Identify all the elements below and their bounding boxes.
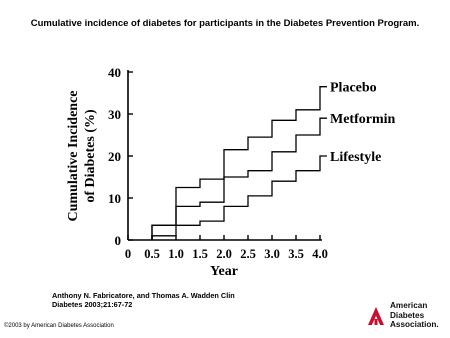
- chart-labels: [66, 65, 396, 279]
- y-tick-label: 0: [114, 233, 121, 248]
- series-line-metformin: [152, 118, 327, 240]
- y-tick-label: 10: [108, 191, 121, 206]
- copyright-notice: ©2003 by American Diabetes Association: [4, 323, 114, 329]
- y-tick-label: 40: [108, 65, 121, 80]
- x-tick-label: 2.5: [240, 247, 256, 261]
- y-tick-label: 20: [108, 149, 121, 164]
- citation: [52, 291, 235, 309]
- y-tick-label: 30: [108, 107, 121, 122]
- citation-line-2: Diabetes 2003;21:67-72: [52, 300, 133, 309]
- y-axis-title-line: Cumulative Incidence: [66, 90, 81, 222]
- ada-logo-line-1: American: [390, 301, 428, 310]
- x-tick-label: 0: [124, 247, 132, 261]
- series-line-placebo: [152, 87, 327, 240]
- x-tick-label: 0.5: [144, 247, 160, 261]
- ada-logo-line-2: Diabetes: [390, 310, 425, 320]
- ada-logo-icon: [366, 303, 386, 327]
- x-tick-label: 1.5: [192, 247, 208, 261]
- x-tick-label: 3.0: [264, 247, 280, 261]
- chart-axes: [128, 70, 322, 240]
- citation-line-1: Anthony N. Fabricatore, and Thomas A. Wadden Clin: [52, 291, 235, 300]
- ada-logo-text: [390, 301, 439, 330]
- x-tick-label: 4.0: [312, 247, 328, 261]
- chart-series: [152, 87, 327, 240]
- series-line-lifestyle: [152, 156, 327, 240]
- page-title: Cumulative incidence of diabetes for participants in the Diabetes Prevention Program.: [30, 18, 420, 29]
- series-label-lifestyle: Lifestyle: [330, 150, 382, 165]
- ada-logo-line-3: Association.: [390, 320, 439, 329]
- series-label-placebo: Placebo: [330, 80, 377, 96]
- y-axis-title-line: of Diabetes (%): [83, 109, 98, 203]
- x-tick-label: 1.0: [168, 247, 184, 261]
- y-axis-title: [66, 90, 98, 221]
- series-label-metformin: Metformin: [330, 112, 396, 128]
- x-axis-title: Year: [210, 264, 238, 279]
- x-tick-label: 2.0: [216, 247, 232, 261]
- x-tick-label: 3.5: [288, 247, 304, 261]
